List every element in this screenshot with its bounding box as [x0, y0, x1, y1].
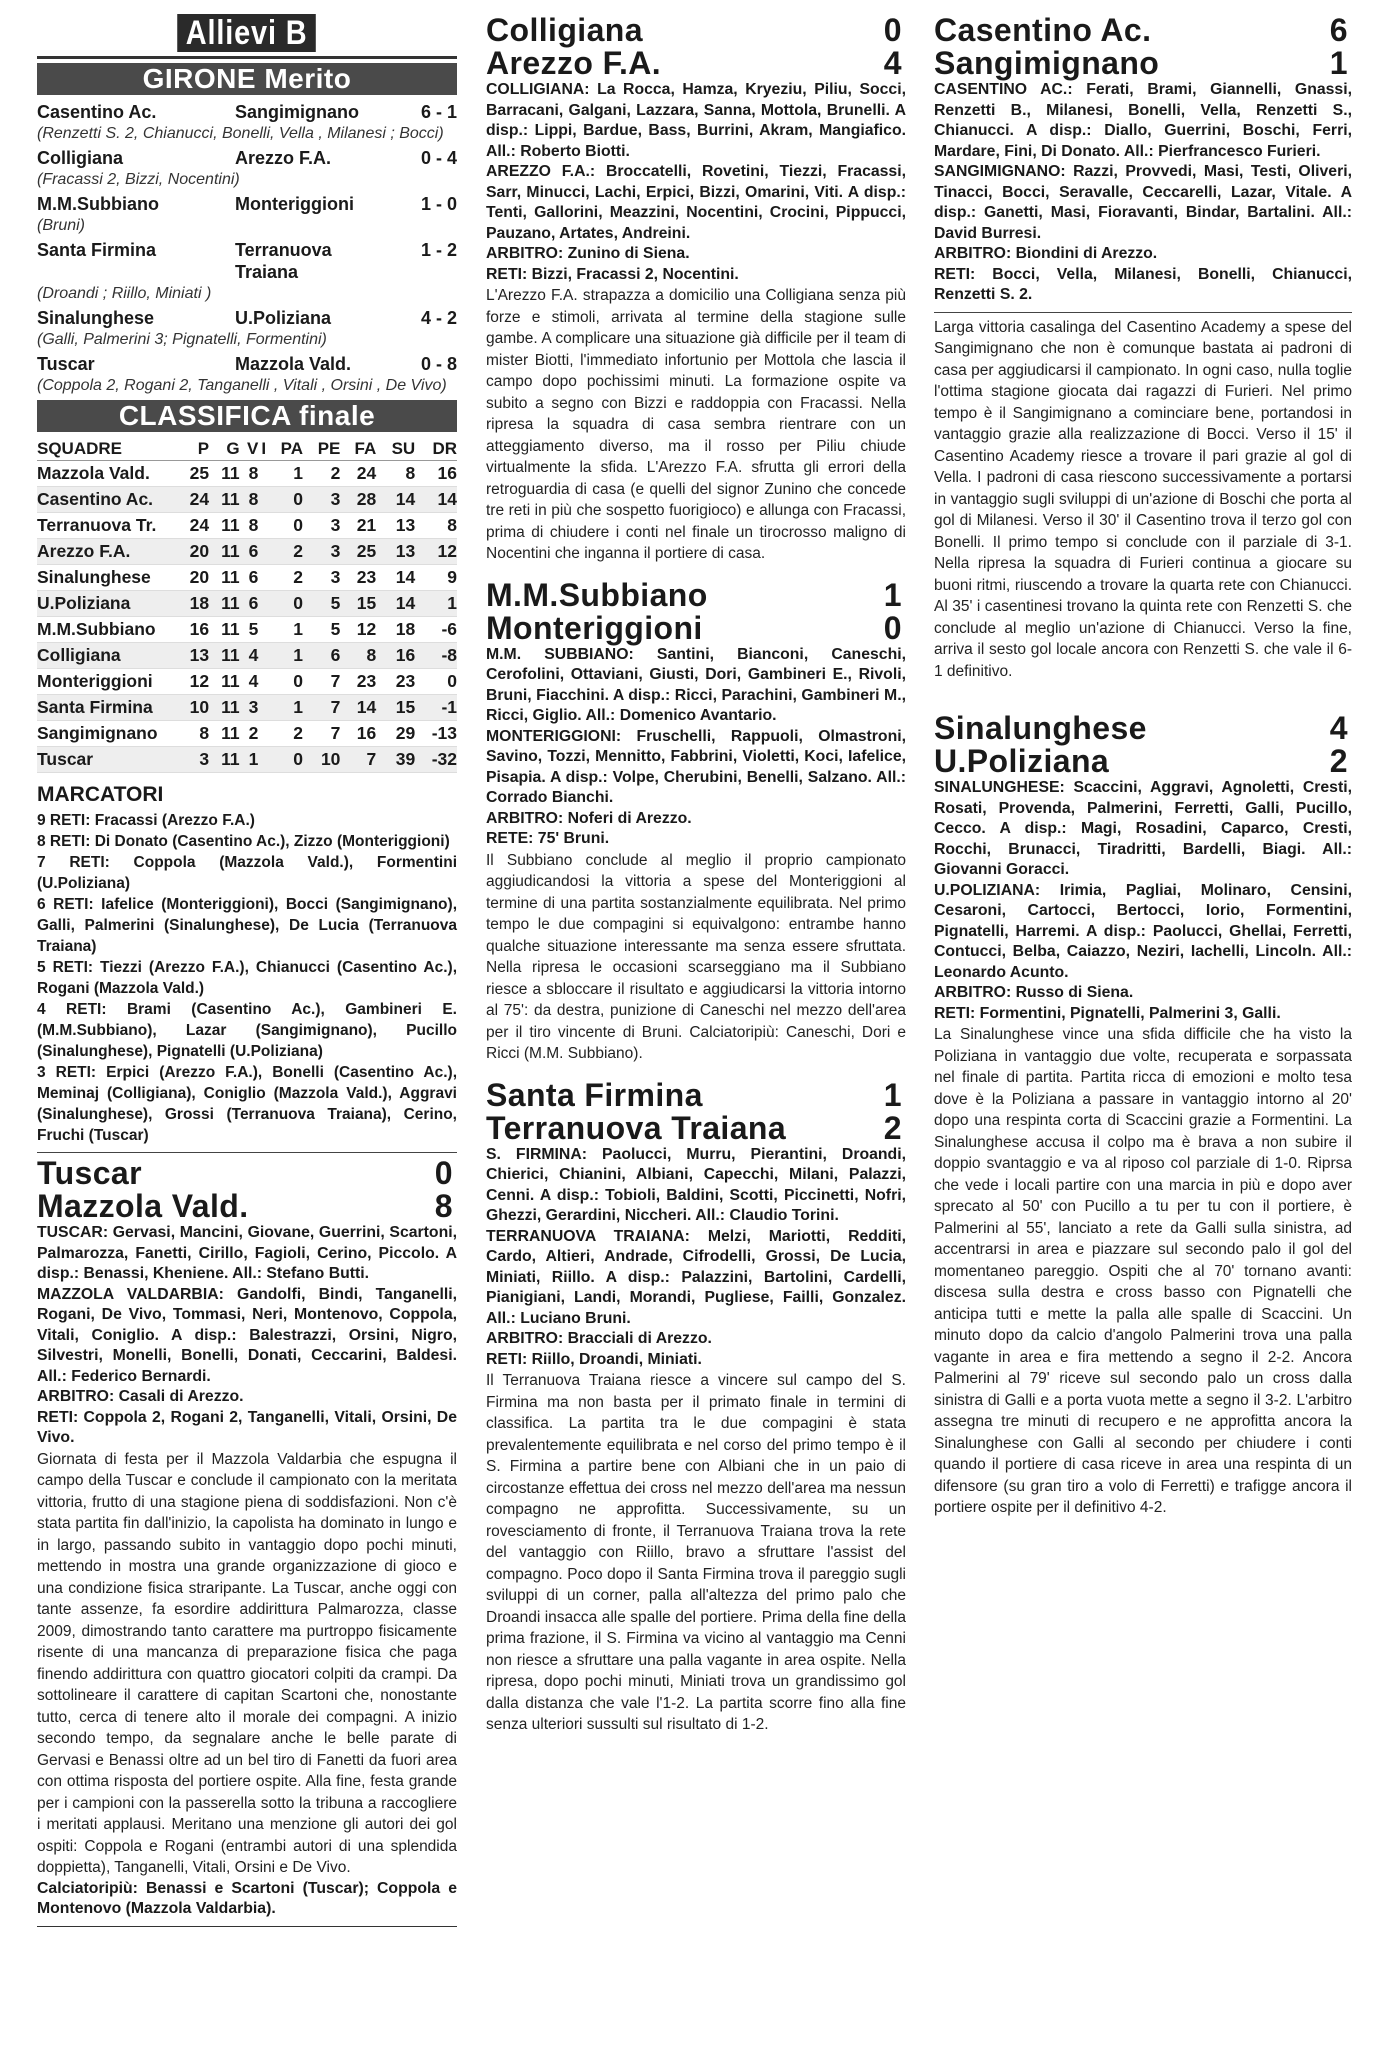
column-center: [486, 14, 906, 1736]
stat-cell: -8: [415, 643, 457, 669]
team-name: Casentino Ac.: [37, 487, 177, 513]
scorers-line: 4 RETI: Brami (Casentino Ac.), Gambineri E. (M.M.Subbiano), Lazar (Sangimignano), Pucillo (Sinalunghese), Pignatelli (U.Poliziana): [37, 1001, 457, 1060]
stat-cell: 10: [303, 747, 340, 773]
stat-cell: 8: [415, 513, 457, 539]
match-report: Il Terranuova Traiana riesce a vincere sul campo del S. Firmina ma non basta per il primato finale in termini di classifica. La partita tra le due compagini è stata prevalentemente equilibrata e nel corso del primo tempo è il S. Firmina a partire bene con Albiani che in un paio di circostanze effettua dei cross nel mezzo dell'area ma nessun compagno ne approfitta. Successivamente, su un rovesciamento di fronte, il Terranuova Traiana trova la rete del vantaggio con Riillo, bravo a sfruttare l'assist del compagno. Poco dopo il Santa Firmina trova il pareggio sugli sviluppi di un corner, palla all'altezza del primo palo che Droandi insacca alle spalle del portiere. Prima della fine della prima frazione, il S. Firmina va vicino al vantaggio ma Cenni non riesce a sfruttare una palla vagante in area ospite. Nella ripresa, dopo pochi minuti, Miniati trova un grandissimo gol dalla distanza che vale l'1-2. La partita scorre fino alla fine senza ulteriori sussulti sul risultato di 1-2.: [486, 1372, 906, 1733]
stat-cell: 13: [376, 513, 415, 539]
result-row: [37, 307, 457, 329]
stat-cell: 16: [177, 617, 209, 643]
standings-row: [37, 747, 457, 773]
stat-cell: 5: [303, 591, 340, 617]
stat-cell: 14: [376, 487, 415, 513]
match-away-line: [37, 1190, 457, 1223]
goals: RETI: Coppola 2, Rogani 2, Tanganelli, Vitali, Orsini, De Vivo.: [37, 1408, 457, 1446]
standings-row: [37, 669, 457, 695]
stat-cell: 0: [266, 487, 303, 513]
stat-cell: 8: [240, 461, 259, 487]
stat-cell: 7: [303, 669, 340, 695]
team-name: Santa Firmina: [37, 695, 177, 721]
stat-cell: 29: [376, 721, 415, 747]
goals: RETI: Bocci, Vella, Milanesi, Bonelli, Chianucci, Renzetti S. 2.: [934, 265, 1352, 303]
stat-cell-empty: [258, 617, 266, 643]
stat-cell: 7: [303, 695, 340, 721]
home-score: 0: [434, 1155, 453, 1191]
stat-cell: 24: [177, 513, 209, 539]
lineup: SANGIMIGNANO: Razzi, Provvedi, Masi, Testi, Oliveri, Tinacci, Bocci, Seravalle, Ceccarelli, Lazar, Vitale. A disp.: Ganetti, Masi, Fioravanti, Bindar, Bartalini. All.: David Burresi.: [934, 163, 1352, 242]
standings-row: [37, 721, 457, 747]
stat-cell: 5: [240, 617, 259, 643]
away-team: Terranuova Traiana: [486, 1109, 787, 1146]
standings-row: [37, 565, 457, 591]
stat-cell: 15: [340, 591, 376, 617]
referee: ARBITRO: Zunino di Siena.: [486, 245, 690, 262]
scorers-line: 3 RETI: Erpici (Arezzo F.A.), Bonelli (Casentino Ac.), Meminaj (Colligiana), Coniglio (Mazzola Vald.), Aggravi (Sinalunghese), Grossi (Terranuova Traiana), Cerino, Fruchi (Tuscar): [37, 1064, 457, 1144]
stat-cell: 0: [266, 591, 303, 617]
match-firmina: [486, 1076, 906, 1736]
standings-row: [37, 487, 457, 513]
stat-cell: 16: [376, 643, 415, 669]
match-away-line: [486, 1109, 906, 1146]
home-team: Colligiana: [486, 12, 643, 48]
section-title: [37, 14, 457, 52]
away-team: Monteriggioni: [486, 609, 703, 646]
girone-band: GIRONE Merito: [37, 63, 457, 95]
stat-cell: 11: [209, 591, 240, 617]
stat-cell: 3: [177, 747, 209, 773]
score: 4 - 2: [420, 308, 457, 328]
home-team: Santa Firmina: [37, 240, 157, 260]
match-tuscar: [37, 1157, 457, 1920]
standings-row: [37, 461, 457, 487]
stat-cell: 21: [340, 513, 376, 539]
scorers-line: 9 RETI: Fracassi (Arezzo F.A.): [37, 812, 255, 829]
match-report: Il Subbiano conclude al meglio il proprio campionato aggiudicandosi la vittoria a spese del Monteriggioni al termine di una partita sostanzialmente equilibrata. Nel primo tempo le due compagini si equivalgono: entrambe hanno qualche situazione interessante ma senza essere sfruttata. Nella ripresa le occasioni scarseggiano ma il Subbiano riesce a sbloccare il risultato e aggiudicarsi la vittoria intorno al 75': da destra, punizione di Caneschi nel mezzo dell'area per il tiro vincente di Bruni. Calciatoripiù: Caneschi, Dori e Ricci (M.M. Subbiano).: [486, 851, 906, 1062]
classifica-band: CLASSIFICA finale: [37, 400, 457, 432]
stat-cell: 2: [303, 461, 340, 487]
stat-cell-empty: [258, 461, 266, 487]
stat-cell: 1: [415, 591, 457, 617]
stat-cell: 9: [415, 565, 457, 591]
home-team: Tuscar: [37, 354, 95, 374]
home-team: Sinalunghese: [37, 308, 155, 328]
match-report: Larga vittoria casalinga del Casentino Academy a spese del Sangimignano che non è comunque bastata ai padroni di casa per aggiudicarsi il campionato. In ogni caso, nulla toglie l'ottima stagione giocata dai ragazzi di Furieri. Nel primo tempo è il Sangimignano a cominciare bene, portandosi in vantaggio grazie alla realizzazione di Bocci. Verso il 15' il Casentino Academy riesce a trovare il pari grazie al gol di Vella. I padroni di casa riescono successivamente a portarsi in vantaggio sugli sviluppi di un'azione di Boschi che porta al gol di Milanesi. Verso il 30' il Casentino trova il terzo gol con Bonelli. Il primo tempo si conclude con il parziale di 3-1. Nella ripresa la squadra di Furieri continua a giocare su buoni ritmi, riuscendo a trovare la quarta rete con Chianucci. Al 35' i casentinesi trovano la quinta rete con Renzetti S. che conclude al meglio un'azione di Chianucci. Verso la fine, arriva il sesto gol locale ancora con Renzetti S. che vale il 6-1 definitivo.: [934, 318, 1352, 680]
divider: [37, 1152, 457, 1153]
col-header: SU: [376, 438, 415, 461]
stat-cell-empty: [258, 539, 266, 565]
home-team: Colligiana: [37, 148, 124, 168]
lineup: TUSCAR: Gervasi, Mancini, Giovane, Guerrini, Scartoni, Palmarozza, Fanetti, Cirillo, Fagioli, Cerino, Piccolo. A disp.: Benassi, Kheniene. All.: Stefano Butti.: [37, 1224, 457, 1282]
stat-cell: -32: [415, 747, 457, 773]
match-casentino: [934, 14, 1352, 682]
team-name: Arezzo F.A.: [37, 539, 177, 565]
stat-cell: 8: [376, 461, 415, 487]
stat-cell-empty: [258, 643, 266, 669]
referee: ARBITRO: Bracciali di Arezzo.: [486, 1330, 712, 1347]
stat-cell: 8: [240, 513, 259, 539]
best-players: Calciatoripiù: Benassi e Scartoni (Tuscar); Coppola e Montenovo (Mazzola Valdarbia).: [37, 1879, 457, 1917]
away-team: Monteriggioni: [235, 194, 354, 214]
stat-cell-empty: [258, 721, 266, 747]
stat-cell: 12: [415, 539, 457, 565]
home-team: M.M.Subbiano: [37, 194, 159, 214]
stat-cell: 39: [376, 747, 415, 773]
result-row: [37, 147, 457, 169]
scorers: (Bruni): [37, 217, 86, 234]
stat-cell: 2: [266, 721, 303, 747]
stat-cell: -13: [415, 721, 457, 747]
result-row: [37, 239, 457, 283]
stat-cell: 11: [209, 487, 240, 513]
score: 6 - 1: [420, 102, 457, 122]
stat-cell: 6: [240, 591, 259, 617]
col-header: PA: [266, 438, 303, 461]
home-score: 1: [883, 576, 902, 613]
away-team: Arezzo F.A.: [486, 45, 662, 81]
team-name: Mazzola Vald.: [37, 461, 177, 487]
column-left: [37, 14, 457, 1927]
stat-cell: 24: [340, 461, 376, 487]
match-home-line: [486, 576, 906, 613]
lineup: MONTERIGGIONI: Fruschelli, Rappuoli, Olmastroni, Savino, Tozzi, Mennitto, Fabbrini, Violetti, Koci, Iafelice, Pisapia. A disp.: Volpe, Cherubini, Benelli, Salzano. All.: Corrado Bianchi.: [486, 727, 906, 806]
stat-cell: 23: [340, 565, 376, 591]
scorers: (Coppola 2, Rogani 2, Tanganelli , Vitali , Orsini , De Vivo): [37, 377, 447, 394]
referee: ARBITRO: Russo di Siena.: [934, 984, 1134, 1001]
standings-row: [37, 617, 457, 643]
stat-cell: 14: [376, 565, 415, 591]
stat-cell: -6: [415, 617, 457, 643]
scorers-line: 8 RETI: Di Donato (Casentino Ac.), Zizzo (Monteriggioni): [37, 833, 450, 850]
stat-cell: 25: [177, 461, 209, 487]
referee: ARBITRO: Biondini di Arezzo.: [934, 245, 1158, 262]
match-home-line: [486, 1076, 906, 1113]
stat-cell: 6: [240, 565, 259, 591]
stat-cell: 11: [209, 461, 240, 487]
stat-cell: 4: [240, 643, 259, 669]
stat-cell: 11: [209, 617, 240, 643]
stat-cell: 2: [240, 721, 259, 747]
match-away-line: [486, 47, 906, 80]
match-away-line: [934, 47, 1352, 80]
scorers-line: 5 RETI: Tiezzi (Arezzo F.A.), Chianucci (Casentino Ac.), Rogani (Mazzola Vald.): [37, 959, 457, 997]
stat-cell: 1: [266, 695, 303, 721]
match-report: L'Arezzo F.A. strapazza a domicilio una Colligiana senza più forze e stimoli, arrivata al termine della stagione sulle gambe. A complicare una situazione già difficile per il team di mister Biotti, l'immediato infortunio per Mottola che lascia il campo dopo pochissimi minuti. La formazione ospite va subito a segno con Bizzi e raddoppia con Fracassi. Nella ripresa la squadra di casa sembra rientrare con un atteggiamento diverso, ma il rosso per Piliu chiude virtualmente la sfida. L'Arezzo F.A. sfrutta gli errori della retroguardia di casa (e quelli del signor Zunino che concede tre reti in più che sospetto fuorigioco) e allunga con Fracassi, prima di chiudere i conti nel finale un tirocrosso maligno di Nocentini che inganna il portiere di casa.: [486, 287, 906, 562]
standings-row: [37, 591, 457, 617]
scorers-line: 6 RETI: Iafelice (Monteriggioni), Bocci (Sangimignano), Galli, Palmerini (Sinalunghese), De Lucia (Terranuova Traiana): [37, 896, 457, 955]
stat-cell: 8: [240, 487, 259, 513]
stat-cell-empty: [258, 591, 266, 617]
away-team: U.Poliziana: [235, 308, 332, 328]
lineup: M.M. SUBBIANO: Santini, Bianconi, Caneschi, Cerofolini, Ottaviani, Giusti, Dori, Gambineri E., Rivoli, Bruni, Fiacchini. A disp.: Ricci, Parachini, Gambineri M., Ricci, Giglio. All.: Domenico Avantario.: [486, 645, 906, 724]
stat-cell: 3: [303, 487, 340, 513]
stat-cell: 0: [266, 513, 303, 539]
away-score: 0: [883, 609, 902, 646]
standings-table: [37, 438, 457, 773]
away-score: 8: [434, 1188, 453, 1224]
stat-cell: 11: [209, 513, 240, 539]
result-row: [37, 101, 457, 123]
match-home-line: [37, 1157, 457, 1190]
stat-cell: 11: [209, 695, 240, 721]
lineup: S. FIRMINA: Paolucci, Murru, Pierantini, Droandi, Chierici, Chianini, Albiani, Capecchi, Milani, Palazzi, Cenni. A disp.: Tobioli, Baldini, Scotti, Piccinetti, Nofri, Ghezzi, Gerardini, Niccheri. All.: Claudio Torini.: [486, 1145, 906, 1224]
stat-cell: 16: [415, 461, 457, 487]
stat-cell: 13: [177, 643, 209, 669]
standings-header: [37, 438, 457, 461]
stat-cell-empty: [258, 487, 266, 513]
stat-cell: 6: [303, 643, 340, 669]
results-list: [37, 101, 457, 396]
lineup: CASENTINO AC.: Ferati, Brami, Giannelli, Gnassi, Renzetti B., Milanesi, Bonelli, Vella, Renzetti S., Chianucci. A disp.: Diallo, Guerrini, Boschi, Ferri, Mardare, Fini, Di Donato. All.: Pierfrancesco Furieri.: [934, 81, 1352, 160]
stat-cell: 7: [303, 721, 340, 747]
stat-cell: 11: [209, 539, 240, 565]
stat-cell: 11: [209, 669, 240, 695]
scorers: (Galli, Palmerini 3; Pignatelli, Formentini): [37, 331, 327, 348]
stat-cell: 20: [177, 565, 209, 591]
result-row: [37, 353, 457, 375]
team-name: Sinalunghese: [37, 565, 177, 591]
stat-cell: 12: [177, 669, 209, 695]
lineup: AREZZO F.A.: Broccatelli, Rovetini, Tiezzi, Fracassi, Sarr, Minucci, Lachi, Erpici, Bizzi, Omarini, Viti. A disp.: Tenti, Gallorini, Meazzini, Nocentini, Crocini, Pippucci, Pauzano, Artates, Andreini.: [486, 163, 906, 242]
away-team: Mazzola Vald.: [235, 354, 352, 374]
stat-cell: 4: [240, 669, 259, 695]
scorers-line: 7 RETI: Coppola (Mazzola Vald.), Formentini (U.Poliziana): [37, 854, 457, 892]
home-team: Casentino Ac.: [934, 12, 1152, 48]
col-header: V: [240, 438, 259, 461]
stat-cell: 2: [266, 539, 303, 565]
team-name: M.M.Subbiano: [37, 617, 177, 643]
standings-body: [37, 461, 457, 773]
goals: RETE: 75' Bruni.: [486, 830, 610, 847]
stat-cell: 11: [209, 565, 240, 591]
col-header: SQUADRE: [37, 438, 177, 461]
match-report: Giornata di festa per il Mazzola Valdarbia che espugna il campo della Tuscar e conclude il campionato con la meritata vittoria, frutto di una stagione piena di soddisfazioni. Non c'è stata partita fin dall'inizio, la capolista ha dominato in lungo e in largo, passando subito in vantaggio dopo pochi minuti, mettendo in mostra una grande organizzazione di gioco e una condizione fisica straripante. La Tuscar, anche oggi con tante assenze, fa esordire addirittura Palmarozza, classe 2009, dimostrando tanto carattere ma purtroppo fisicamente risente di una mancanza di preparazione fisica che paga finendo addirittura con quattro giocatori colpiti da crampi. Da sottolineare il carattere di capitan Scartoni che, nonostante tutto, cerca di tenere alto il morale dei compagni. A inizio secondo tempo, da segnalare anche le belle parate di Gervasi e Benassi oltre ad un bel tiro di Fanetti da fuori area con ottima risposta del portiere ospite. Alla fine, festa grande per i campioni con la passerella sotto la tribuna a raccogliere i meritati applausi. Meritano una menzione gli autori dei gol ospiti: Coppola e Rogani (entrambi autori di una splendida doppietta), Tanganelli, Vitali, Orsini e De Vivo.: [37, 1450, 457, 1876]
stat-cell-empty: [258, 513, 266, 539]
stat-cell: 18: [177, 591, 209, 617]
divider: [934, 312, 1352, 313]
stat-cell: 6: [240, 539, 259, 565]
away-team: Terranuova Traiana: [235, 240, 332, 282]
team-name: Tuscar: [37, 747, 177, 773]
stat-cell: 14: [415, 487, 457, 513]
match-home-line: [486, 14, 906, 47]
match-home-line: [934, 14, 1352, 47]
stat-cell: 15: [376, 695, 415, 721]
away-team: Sangimignano: [235, 102, 360, 122]
stat-cell: 12: [340, 617, 376, 643]
lineup: SINALUNGHESE: Scaccini, Aggravi, Agnoletti, Cresti, Rosati, Provenda, Palmerini, Ferretti, Galli, Pucillo, Cecco. A disp.: Magi, Rosadini, Caparco, Cresti, Rocchi, Brunacci, Tiradritti, Bardelli, Biagi. All.: Giovanni Goracci.: [934, 779, 1352, 878]
referee: ARBITRO: Noferi di Arezzo.: [486, 809, 692, 827]
goals: RETI: Riillo, Droandi, Miniati.: [486, 1350, 702, 1368]
away-score: 4: [883, 45, 902, 81]
scorers: (Fracassi 2, Bizzi, Nocentini): [37, 171, 240, 188]
away-score: 2: [883, 1109, 902, 1146]
away-score: 2: [1329, 743, 1348, 779]
match-sinalunghese: [934, 712, 1352, 1519]
score: 1 - 2: [420, 240, 457, 260]
goals: RETI: Formentini, Pignatelli, Palmerini 3, Galli.: [934, 1004, 1281, 1022]
stat-cell: 20: [177, 539, 209, 565]
stat-cell: 11: [209, 747, 240, 773]
away-team: U.Poliziana: [934, 743, 1110, 779]
stat-cell: 3: [303, 565, 340, 591]
away-team: Sangimignano: [934, 45, 1160, 81]
home-score: 4: [1329, 710, 1348, 746]
home-score: 6: [1329, 12, 1348, 48]
stat-cell: 10: [177, 695, 209, 721]
match-home-line: [934, 712, 1352, 745]
team-name: Colligiana: [37, 643, 177, 669]
divider: [37, 56, 457, 59]
stat-cell: 1: [266, 617, 303, 643]
stat-cell-empty: [258, 695, 266, 721]
stat-cell: 5: [303, 617, 340, 643]
team-name: Sangimignano: [37, 721, 177, 747]
home-team: Tuscar: [37, 1155, 142, 1191]
stat-cell-empty: [258, 747, 266, 773]
score: 0 - 4: [420, 148, 457, 168]
stat-cell: 3: [303, 513, 340, 539]
match-subbiano: [486, 576, 906, 1065]
team-name: U.Poliziana: [37, 591, 177, 617]
match-away-line: [486, 609, 906, 646]
stat-cell-empty: [258, 565, 266, 591]
col-header: PE: [303, 438, 340, 461]
stat-cell: 14: [376, 591, 415, 617]
divider: [37, 1926, 457, 1927]
standings-row: [37, 695, 457, 721]
away-score: 1: [1329, 45, 1348, 81]
stat-cell: 0: [266, 669, 303, 695]
standings-row: [37, 643, 457, 669]
home-team: Santa Firmina: [486, 1076, 703, 1113]
stat-cell: 0: [266, 747, 303, 773]
stat-cell: 16: [340, 721, 376, 747]
col-header: FA: [340, 438, 376, 461]
home-score: 0: [883, 12, 902, 48]
stat-cell: 18: [376, 617, 415, 643]
match-report: La Sinalunghese vince una sfida difficile che ha visto la Poliziana in vantaggio due volte, recuperata e sorpassata nel finale di partita. Partita ricca di emozioni e molto tesa dove è la Poliziana a passare in vantaggio intorno al 20' dopo una respinta corta di Scaccini grazie a Formentini. La Sinalunghese accusa il colpo ma è brava a non subire il doppio svantaggio e va al riposo col parziale di 1-0. Riprsa che vede i locali partire con una marcia in più e dopo aver sprecato al 50' con Pucillo a tu per tu con il portiere, è Palmerini al 55', lanciato a rete da Galli sulla sinistra, ad accentrarsi in area e piazzare sul secondo palo il gol del momentaneo pareggio. Ospiti che al 70' tornano avanti: discesa sulla destra e cross basso con Pignatelli che anticipa tutti e mette la palla alle spalle di Scaccini. Un minuto dopo da calcio d'angolo Palmerini trova una palla vagante in area e fira mettendo a segno il 2-2. Ancora Palmerini al 79' riceve sul secondo palo un cross dalla sinistra di Galli e a porta vuota mette a segno il 3-2. L'arbitro assegna tre minuti di recupero e ne approfitta ancora la Sinalunghese con Galli al secondo per chiudere i conti quando il portiere di casa riceve in area una respinta di un difensore (su gran tiro a volo di Ferretti) e trafigge ancora il portiere ospite per il definitivo 4-2.: [934, 1026, 1352, 1516]
stat-cell: 23: [340, 669, 376, 695]
stat-cell: 8: [177, 721, 209, 747]
stat-cell: 7: [340, 747, 376, 773]
col-header: I: [258, 438, 266, 461]
home-team: Casentino Ac.: [37, 102, 157, 122]
stat-cell: 8: [340, 643, 376, 669]
stat-cell: 0: [415, 669, 457, 695]
away-team: Arezzo F.A.: [235, 148, 332, 168]
score: 1 - 0: [420, 194, 457, 214]
away-team: Mazzola Vald.: [37, 1188, 249, 1224]
lineup: MAZZOLA VALDARBIA: Gandolfi, Bindi, Tanganelli, Rogani, De Vivo, Tommasi, Neri, Montenovo, Coppola, Vitali, Coniglio. A disp.: Balestrazzi, Orsini, Nigro, Silvestri, Monelli, Bonelli, Donati, Ceccarini, Baldesi. All.: Federico Bernardi.: [37, 1285, 457, 1385]
lineup: COLLIGIANA: La Rocca, Hamza, Kryeziu, Piliu, Socci, Barracani, Galgani, Lazzara, Sanna, Mottola, Brunelli. A disp.: Lippi, Bardue, Bass, Burrini, Akram, Mangiafico. All.: Roberto Biotti.: [486, 81, 906, 160]
scorers-list: [37, 810, 457, 1146]
stat-cell: 13: [376, 539, 415, 565]
score: 0 - 8: [420, 354, 457, 374]
col-header: G: [209, 438, 240, 461]
stat-cell: 1: [240, 747, 259, 773]
team-name: Terranuova Tr.: [37, 513, 177, 539]
scorers: (Renzetti S. 2, Chianucci, Bonelli, Vella , Milanesi ; Bocci): [37, 125, 444, 142]
col-header: DR: [415, 438, 457, 461]
stat-cell: 3: [240, 695, 259, 721]
stat-cell: 11: [209, 643, 240, 669]
stat-cell: 1: [266, 461, 303, 487]
col-header: P: [177, 438, 209, 461]
spacer: [934, 682, 1352, 712]
stat-cell: 28: [340, 487, 376, 513]
scorers-title: MARCATORI: [37, 783, 164, 806]
stat-cell-empty: [258, 669, 266, 695]
stat-cell: 11: [209, 721, 240, 747]
referee: ARBITRO: Casali di Arezzo.: [37, 1388, 244, 1405]
standings-row: [37, 539, 457, 565]
standings-row: [37, 513, 457, 539]
home-score: 1: [883, 1076, 902, 1113]
column-right: [934, 14, 1352, 1519]
stat-cell: -1: [415, 695, 457, 721]
home-team: Sinalunghese: [934, 710, 1147, 746]
stat-cell: 24: [177, 487, 209, 513]
home-team: M.M.Subbiano: [486, 576, 708, 613]
team-name: Monteriggioni: [37, 669, 177, 695]
lineup: U.POLIZIANA: Irimia, Pagliai, Molinaro, Censini, Cesaroni, Cartocci, Bertocci, Iorio, Formentini, Pignatelli, Harremi. A disp.: Paolucci, Ghellai, Ferretti, Contucci, Belba, Caiazzo, Neziri, Iachelli, Lincoln. All.: Leonardo Acunto.: [934, 881, 1352, 981]
goals: RETI: Bizzi, Fracassi 2, Nocentini.: [486, 265, 739, 283]
lineup: TERRANUOVA TRAIANA: Melzi, Mariotti, Redditi, Cardo, Altieri, Andrade, Cifrodelli, Grossi, De Lucia, Miniati, Riillo. A disp.: Palazzini, Bartolini, Cardelli, Pianigiani, Landi, Morandi, Pugliese, Failli, Gonzalez. All.: Luciano Bruni.: [486, 1227, 906, 1327]
stat-cell: 14: [340, 695, 376, 721]
stat-cell: 25: [340, 539, 376, 565]
stat-cell: 3: [303, 539, 340, 565]
match-away-line: [934, 745, 1352, 778]
scorers: (Droandi ; Riillo, Miniati ): [37, 285, 212, 302]
stat-cell: 2: [266, 565, 303, 591]
stat-cell: 1: [266, 643, 303, 669]
section-title-text: Allievi B: [178, 14, 317, 52]
match-colligiana: [486, 14, 906, 565]
stat-cell: 23: [376, 669, 415, 695]
result-row: [37, 193, 457, 215]
